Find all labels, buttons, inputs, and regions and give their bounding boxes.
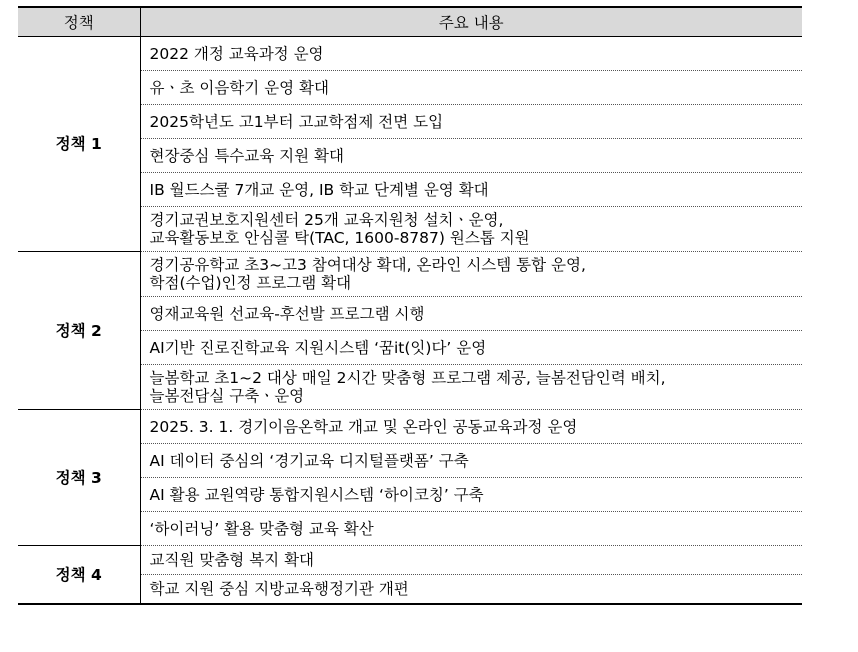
table-row bbox=[18, 410, 802, 444]
content-line: 교육활동보호 안심콜 탁(TAC, 1600-8787) 원스톱 지원 bbox=[149, 229, 530, 247]
table-row bbox=[18, 252, 802, 297]
content-cell bbox=[140, 478, 802, 512]
table-body bbox=[18, 37, 802, 605]
content-cell bbox=[140, 331, 802, 365]
policy-table bbox=[18, 6, 802, 605]
content-cell bbox=[140, 297, 802, 331]
content-line: AI기반 진로진학교육 지원시스템 ‘꿈it(잇)다’ 운영 bbox=[149, 338, 487, 357]
content-line: 유ㆍ초 이음학기 운영 확대 bbox=[149, 78, 329, 97]
content-line: IB 월드스쿨 7개교 운영, IB 학교 단계별 운영 확대 bbox=[149, 180, 489, 199]
content-line: 경기공유학교 초3~고3 참여대상 확대, 온라인 시스템 통합 운영, bbox=[149, 256, 586, 274]
content-line: 현장중심 특수교육 지원 확대 bbox=[149, 146, 344, 165]
content-cell bbox=[140, 252, 802, 297]
content-cell bbox=[140, 546, 802, 575]
content-line: 늘봄전담실 구축ㆍ운영 bbox=[149, 387, 305, 405]
policy-label: 정책 1 bbox=[18, 37, 140, 252]
table-header-row bbox=[18, 7, 802, 37]
policy-table-container bbox=[18, 6, 802, 605]
content-cell bbox=[140, 207, 802, 252]
content-cell bbox=[140, 444, 802, 478]
content-line: 영재교육원 선교육-후선발 프로그램 시행 bbox=[149, 304, 425, 323]
content-cell bbox=[140, 365, 802, 410]
content-cell bbox=[140, 512, 802, 546]
content-cell bbox=[140, 37, 802, 71]
content-line: 학교 지원 중심 지방교육행정기관 개편 bbox=[149, 580, 409, 598]
content-line: 2025. 3. 1. 경기이음온학교 개교 및 온라인 공동교육과정 운영 bbox=[149, 417, 578, 436]
content-cell bbox=[140, 173, 802, 207]
header-content: 주요 내용 bbox=[140, 7, 802, 37]
policy-label: 정책 3 bbox=[18, 410, 140, 546]
content-line: AI 활용 교원역량 통합지원시스템 ‘하이코칭’ 구축 bbox=[149, 485, 484, 504]
content-line: 늘봄학교 초1~2 대상 매일 2시간 맞춤형 프로그램 제공, 늘봄전담인력 배치, bbox=[149, 369, 666, 387]
table-row bbox=[18, 37, 802, 71]
content-line: ‘하이러닝’ 활용 맞춤형 교육 확산 bbox=[149, 519, 374, 538]
content-cell bbox=[140, 575, 802, 605]
header-policy: 정책 bbox=[18, 7, 140, 37]
content-cell bbox=[140, 105, 802, 139]
policy-label: 정책 2 bbox=[18, 252, 140, 410]
content-line: 학점(수업)인정 프로그램 확대 bbox=[149, 274, 352, 292]
content-line: AI 데이터 중심의 ‘경기교육 디지털플랫폼’ 구축 bbox=[149, 451, 469, 470]
content-cell bbox=[140, 71, 802, 105]
content-line: 2022 개정 교육과정 운영 bbox=[149, 44, 324, 63]
content-line: 경기교권보호지원센터 25개 교육지원청 설치ㆍ운영, bbox=[149, 211, 504, 229]
table-row bbox=[18, 546, 802, 575]
content-line: 2025학년도 고1부터 고교학점제 전면 도입 bbox=[149, 112, 444, 131]
content-cell bbox=[140, 139, 802, 173]
content-cell bbox=[140, 410, 802, 444]
content-line: 교직원 맞춤형 복지 확대 bbox=[149, 551, 315, 569]
policy-label: 정책 4 bbox=[18, 546, 140, 605]
